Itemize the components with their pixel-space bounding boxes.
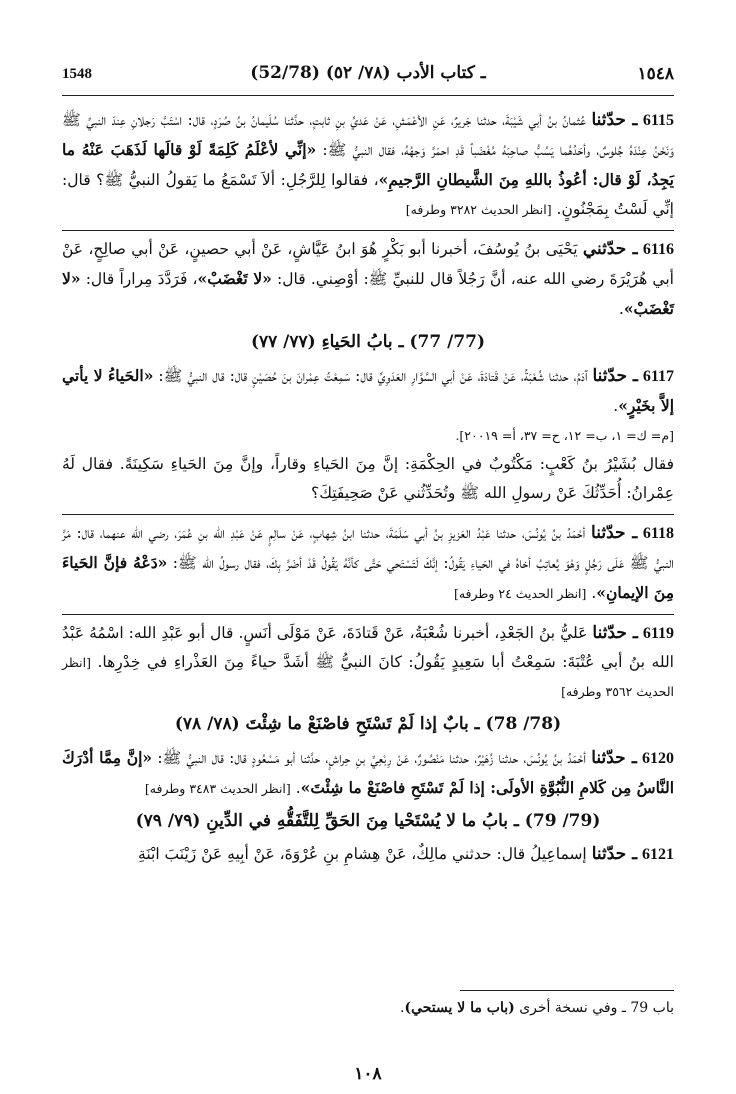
hadith-number: 6115 bbox=[642, 112, 674, 129]
chapter-heading-79: (79/ 79) ـ بابُ ما لا يُسْتَحْيا مِنَ الحَقِّ لِلتَّفَقُّهِ في الدِّينِ (٧٩/ ٧٩) bbox=[135, 811, 601, 831]
hadith-number: 6120 bbox=[642, 750, 674, 767]
main-text bbox=[62, 106, 674, 869]
cross-reference: [انظر الحديث ٣٥٦٢ وطرفه] bbox=[62, 655, 674, 699]
narration-lead: ـ حدّثنا bbox=[592, 623, 638, 643]
narration-lead: ـ حدّثنا bbox=[592, 366, 638, 386]
narration-lead: ـ حدّثني bbox=[582, 239, 638, 259]
footnote-variant: (باب ما لا يستحي) bbox=[404, 1000, 515, 1016]
prophetic-saying: «إنَّ مِمَّا أدْرَكَ النَّاسُ مِن كَلامِ النُّبُوَّةِ الأولَى: إذا لَمْ تَسْتَحِ فاصْنَعْ ما شِئْتَ» bbox=[62, 748, 674, 797]
hadith-number: 6118 bbox=[642, 525, 674, 542]
hadith-text: إسماعِيلُ قال: حدثني مالِكٌ، عَنْ هِشامِ بنِ عُرْوَةَ، عَنْ أبِيهِ عَنْ زَيْنَبَ ابْنَةِ bbox=[138, 845, 587, 863]
hadith-6119 bbox=[62, 614, 674, 706]
hadith-text-cont: . bbox=[613, 397, 619, 415]
hadith-continuation: فقال بُشَيْرُ بنُ كَعْبٍ: مَكْتُوبٌ في الحِكْمَةِ: إنَّ مِنَ الحَياءِ وقاراً، وإنَّ مِنَ الحَياءِ سَكِينَةً. فقال لَهُ عِمْرانُ: أُحَدِّثُكَ عَنْ رسولِ الله ﷺ وتُحَدِّثُني عَنْ صَحِيفَتِكَ؟ bbox=[62, 455, 674, 502]
narration-lead: ـ حدّثنا bbox=[591, 748, 637, 768]
hadith-6115 bbox=[62, 106, 674, 224]
prophetic-saying: «لا تَغْضَبْ» bbox=[197, 269, 272, 288]
hadith-text: يَحْيَى بنُ يُوسُفَ، أخبرنا أبو بَكْرٍ هُوَ ابنُ عَيَّاشٍ، عَنْ أبي حصينٍ، عَنْ أبي صالِحٍ، عَنْ أبي هُرَيْرَةَ رضي الله عنه، أنَّ رَجُلاً قال للنبيِّ ﷺ: أوْصِني. قال: bbox=[62, 240, 674, 288]
hadith-text: أحْمَدُ بنُ يُونُسَ، حدثنا زُهَيْرٌ، حدثنا مَنْصُورٌ، عَنْ رِبْعِيِّ بنِ حِراشٍ، حدَّثنا أبو مَسْعُودٍ قال: قال النبيُّ ﷺ: bbox=[157, 749, 586, 767]
hadith-text-cont: . bbox=[295, 779, 301, 797]
footnote bbox=[62, 1000, 674, 1016]
cross-reference: [انظر الحديث ٣٤٨٣ وطرفه] bbox=[144, 781, 291, 796]
page-number-latin: 1548 bbox=[62, 66, 92, 82]
hadith-6121 bbox=[62, 840, 674, 869]
chapter-heading-77: (77/ 77) ـ بابُ الحَياءِ (٧٧/ ٧٧) bbox=[250, 332, 486, 352]
hadith-text-cont: ، فَرَدَّدَ مِراراً قال: bbox=[85, 270, 198, 288]
cross-reference: [انظر الحديث ٢٤ وطرفه] bbox=[453, 586, 587, 601]
footnote-rule bbox=[460, 990, 674, 991]
hadith-number: 6117 bbox=[642, 368, 675, 385]
prophetic-saying: «دَعْهُ فإنَّ الحَياءَ مِنَ الإيمانِ» bbox=[62, 553, 674, 602]
hadith-text: آدَمُ، حدثنا شُعْبَةُ، عَنْ قَتادَةَ، عَنْ أبي السَّوَّارِ العَدَوِيِّ قال: سَمِعْتُ عِمْرانَ بنَ حُصَيْنٍ قال: قال النبيُّ ﷺ: bbox=[158, 367, 588, 385]
narration-lead: ـ حدّثنا bbox=[591, 844, 638, 864]
footnote-text: باب 79 ـ وفي نسخة أخرى bbox=[519, 1000, 674, 1016]
hadith-text-end: . bbox=[618, 300, 624, 318]
prophetic-saying-2: «لا تَغْضَبْ» bbox=[62, 269, 674, 318]
hadith-text: عُثمانُ بنُ أبي شَيْبَةَ، حدثنا جَريرٌ، عَنِ الأعْمَشِ، عَنْ عَديِّ بنِ ثابتٍ، حدَّثنا سُلَيمانُ بنُ صُرَدٍ، قال: اسْتَبَّ رَجلانِ عِندَ النبيِّ ﷺ وَنَحْنُ عِنْدَهُ جُلوسٌ، وأحَدُهُما يَسُبُّ صاحِبَهُ مُغْضَباً قَدِ احمَرَّ وَجهُهُ، فقال النبيُّ ﷺ: bbox=[62, 111, 674, 159]
hadith-text: عَليُّ بنُ الجَعْدِ، أخبرنا شُعْبَةُ، عَنْ قَتادَةَ، عَنْ مَوْلَى أنَسٍ. قال أبو عَبْدِ الله: اسْمُهُ عَبْدُ الله بنُ أبي عُتْبَةَ: سَمِعْتُ أبا سَعِيدٍ يَقُولُ: كانَ النبيُّ ﷺ أشَدَّ حياءً مِنَ العَذْراءِ في خِدْرِها. bbox=[62, 624, 674, 671]
hadith-text: أحْمَدُ بنُ يُونُسَ، حدثنا عَبْدُ العَزيزِ بنُ أبي سَلَمَةَ، حدثنا ابنُ شِهابٍ، عَنْ سالِمٍ عَنْ عَبْدِ الله بنِ عُمَرَ، رضي الله عنهما، قال: مَرَّ النبيُّ ﷺ عَلَى رَجُلٍ وَهْوَ يُعاتِبُ أخاهُ في الحَياءِ يَقُولُ: إنَّكَ لَتَسْتَحي حَتَّى كأنَّهُ يَقُولُ قَدْ أضَرَّ بِكَ، فقال رسولُ الله ﷺ: bbox=[62, 524, 674, 572]
footnote-end: . bbox=[400, 1000, 405, 1016]
hadith-6116 bbox=[62, 230, 674, 324]
narration-lead: ـ حدّثنا bbox=[591, 523, 638, 543]
collection-codes: [م= ك= ١، ب= ١٢، ح= ٣٧، أ= ٢٠٠١٩]. bbox=[455, 428, 674, 443]
header-rule bbox=[62, 95, 674, 96]
hadith-6120 bbox=[62, 743, 674, 803]
running-header bbox=[62, 60, 674, 90]
prophetic-saying: «إنِّي لأعْلَمُ كَلِمَةً لَوْ قالَها لَذَهَبَ عَنْهُ ما يَجِدُ، لَوْ قال: أعُوذُ باللهِ مِنَ الشَّيطانِ الرَّجيمِ» bbox=[62, 140, 674, 189]
folio-number: ١٠٨ bbox=[354, 1064, 382, 1084]
chapter-heading-78: (78/ 78) ـ بابٌ إذا لَمْ تَسْتَحِ فاصْنَعْ ما شِئْتَ (٧٨/ ٧٨) bbox=[174, 714, 562, 734]
narration-lead: ـ حدّثنا bbox=[591, 110, 638, 130]
hadith-number: 6121 bbox=[642, 846, 674, 863]
hadith-text-cont: . bbox=[591, 584, 597, 602]
hadith-6117 bbox=[62, 361, 674, 421]
running-title: (52/78) ـ كتاب الأدب (٧٨/ ٥٢) bbox=[250, 63, 486, 83]
hadith-text-cont: ، فقالوا لِلرَّجُلِ: ألاَ تَسْمَعُ ما يَقولُ النبيُّ ﷺ؟ قال: إنِّي لَسْتُ بِمَجْنُونٍ. bbox=[62, 171, 674, 218]
hadith-number: 6119 bbox=[642, 625, 674, 642]
page-number-arabic: ١٥٤٨ bbox=[637, 64, 674, 84]
prophetic-saying: «الحَياءُ لا يأتي إلاَّ بخَيْرٍ» bbox=[62, 366, 674, 415]
hadith-6118 bbox=[62, 514, 674, 608]
hadith-number: 6116 bbox=[642, 241, 674, 258]
cross-reference: [انظر الحديث ٣٢٨٢ وطرفه] bbox=[405, 202, 552, 217]
